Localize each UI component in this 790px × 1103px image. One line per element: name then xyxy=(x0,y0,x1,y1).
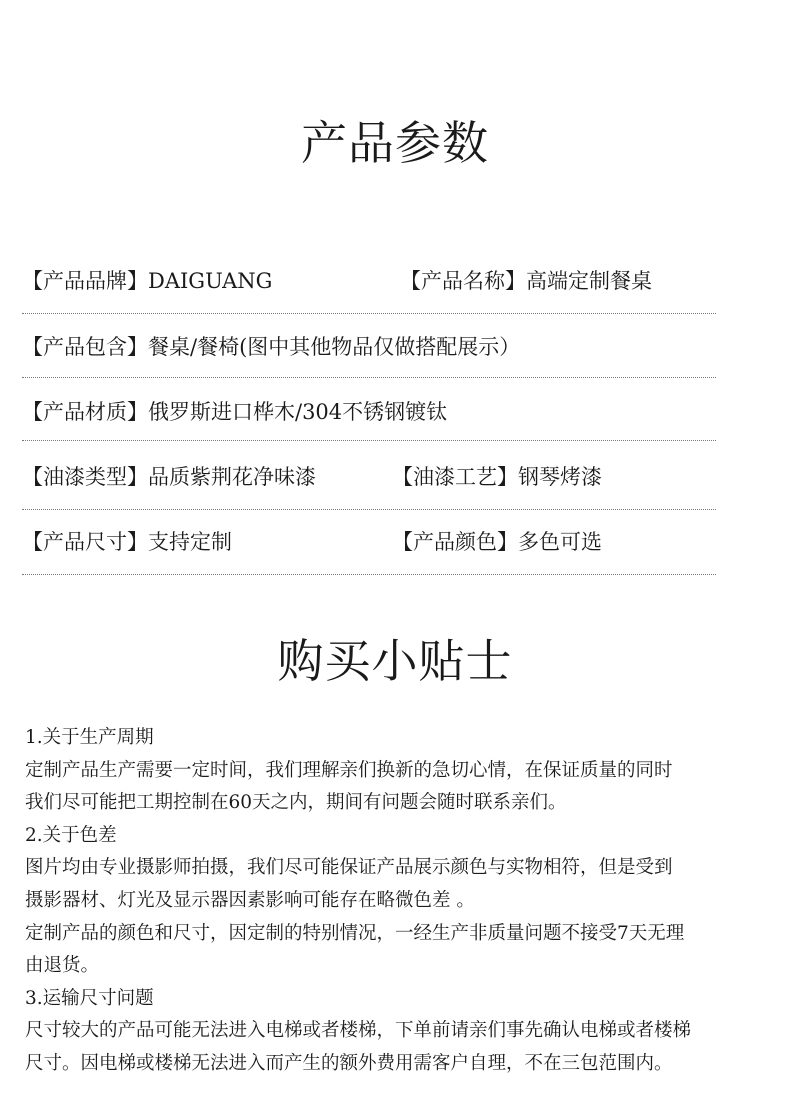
dotted-divider xyxy=(22,509,716,510)
tip-heading-production-cycle: 1.关于生产周期 xyxy=(25,727,154,748)
tip-text: 图片均由专业摄影师拍摄，我们尽可能保证产品展示颜色与实物相符，但是受到 xyxy=(25,857,673,879)
param-row-size-color xyxy=(22,527,716,557)
tip-heading-color-difference: 2.关于色差 xyxy=(25,824,117,846)
tip-heading-shipping-size: 3.运输尺寸问题 xyxy=(25,987,154,1009)
tip-text: 摄影器材、灯光及显示器因素影响可能存在略微色差 。 xyxy=(25,889,475,911)
param-color: 【产品颜色】多色可选 xyxy=(392,530,602,554)
dotted-divider xyxy=(22,377,716,378)
tip-text: 定制产品的颜色和尺寸，因定制的特别情况，一经生产非质量问题不接受7天无理 xyxy=(25,922,685,944)
tip-text: 我们尽可能把工期控制在60天之内，期间有问题会随时联系亲们。 xyxy=(25,792,567,814)
param-size: 【产品尺寸】支持定制 xyxy=(22,530,232,554)
dotted-divider xyxy=(22,574,716,575)
param-row-brand-name xyxy=(22,266,716,296)
section-title-purchase-tips: 购买小贴士 xyxy=(277,634,513,688)
param-material: 【产品材质】俄罗斯进口桦木/304不锈钢镀钛 xyxy=(22,400,448,424)
tip-text: 定制产品生产需要一定时间，我们理解亲们换新的急切心情，在保证质量的同时 xyxy=(25,759,673,781)
param-brand: 【产品品牌】DAIGUANG xyxy=(22,269,273,293)
dotted-divider xyxy=(22,313,716,314)
dotted-divider xyxy=(22,440,716,441)
param-paint-type: 【油漆类型】品质紫荆花净味漆 xyxy=(22,465,316,489)
purchase-tips-body xyxy=(25,722,765,1081)
tip-text: 由退货。 xyxy=(25,955,100,977)
tip-text: 尺寸。因电梯或楼梯无法进入而产生的额外费用需客户自理，不在三包范围内。 xyxy=(25,1052,673,1074)
section-title-product-params: 产品参数 xyxy=(301,116,489,170)
param-row-material xyxy=(22,397,716,427)
param-row-paint xyxy=(22,462,716,492)
param-paint-craft: 【油漆工艺】钢琴烤漆 xyxy=(392,465,602,489)
param-name: 【产品名称】高端定制餐桌 xyxy=(400,269,652,293)
param-includes: 【产品包含】餐桌/餐椅(图中其他物品仅做搭配展示） xyxy=(22,335,521,359)
tip-text: 尺寸较大的产品可能无法进入电梯或者楼梯，下单前请亲们事先确认电梯或者楼梯 xyxy=(25,1020,692,1042)
param-row-includes xyxy=(22,332,716,362)
